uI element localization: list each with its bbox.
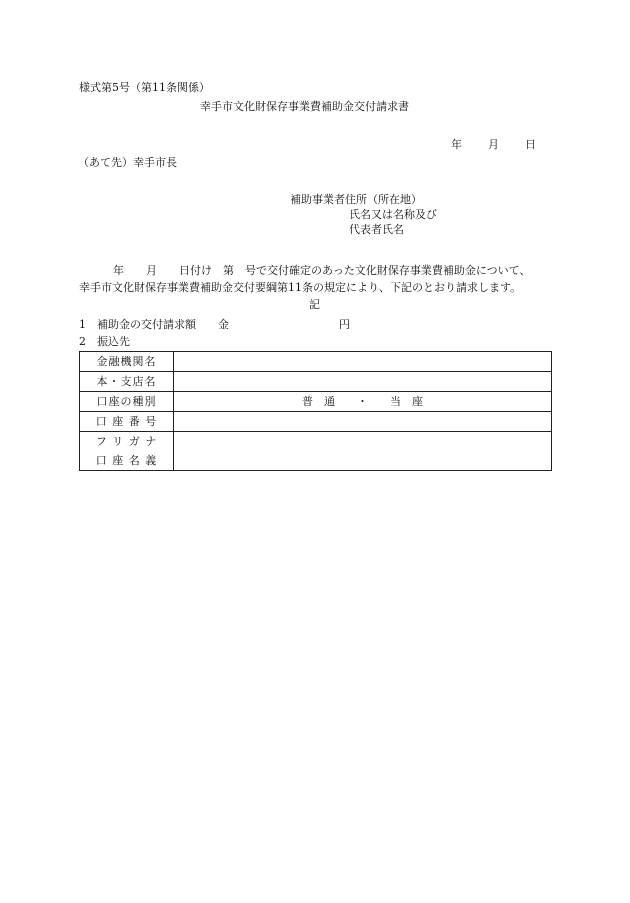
table-row	[80, 412, 552, 432]
branch-name-field[interactable]	[174, 372, 552, 392]
item-1	[79, 318, 350, 331]
table-row	[80, 372, 552, 392]
item-1-label: 補助金の交付請求額 金 円	[97, 318, 350, 331]
bank-account-table	[79, 351, 552, 471]
table-row	[80, 432, 552, 471]
account-name-label: 口 座 名 義	[95, 454, 158, 467]
bank-name-field[interactable]	[174, 352, 552, 372]
branch-name-label: 本・支店名	[80, 372, 174, 392]
item-2-number: 2	[79, 335, 86, 348]
account-number-label: 口 座 番 号	[80, 412, 174, 432]
addressee: （あて先）幸手市長	[78, 156, 177, 169]
ki-heading: 記	[309, 298, 320, 311]
account-holder-label	[80, 432, 174, 471]
date-month-label: 月	[488, 138, 499, 151]
body-line-2: 幸手市文化財保存事業費補助金交付要綱第11条の規定により、下記のとおり請求します。	[79, 281, 522, 294]
account-holder-field[interactable]	[174, 432, 552, 471]
item-2-label: 振込先	[97, 335, 130, 348]
account-type-field[interactable]: 普 通 ・ 当 座	[174, 392, 552, 412]
applicant-representative-label: 代表者氏名	[349, 223, 404, 236]
document-title: 幸手市文化財保存事業費補助金交付請求書	[200, 100, 409, 113]
account-number-field[interactable]	[174, 412, 552, 432]
item-2	[79, 335, 130, 348]
table-row	[80, 352, 552, 372]
applicant-address-label: 補助事業者住所（所在地）	[290, 193, 422, 206]
form-number: 様式第5号（第11条関係）	[79, 81, 210, 94]
applicant-block	[290, 193, 437, 238]
account-type-label: 口座の種別	[80, 392, 174, 412]
date-day-label: 日	[525, 138, 536, 151]
table-row	[80, 392, 552, 412]
bank-name-label: 金融機関名	[80, 352, 174, 372]
applicant-name-label: 氏名又は名称及び	[349, 208, 437, 221]
date-year-label: 年	[451, 138, 462, 151]
body-text	[79, 262, 530, 296]
date-line	[451, 138, 536, 151]
item-1-number: 1	[79, 318, 86, 331]
body-line-1: 年 月 日付け 第 号で交付確定のあった文化財保存事業費補助金について、	[113, 264, 531, 277]
furigana-label: フ リ ガ ナ	[95, 435, 158, 448]
